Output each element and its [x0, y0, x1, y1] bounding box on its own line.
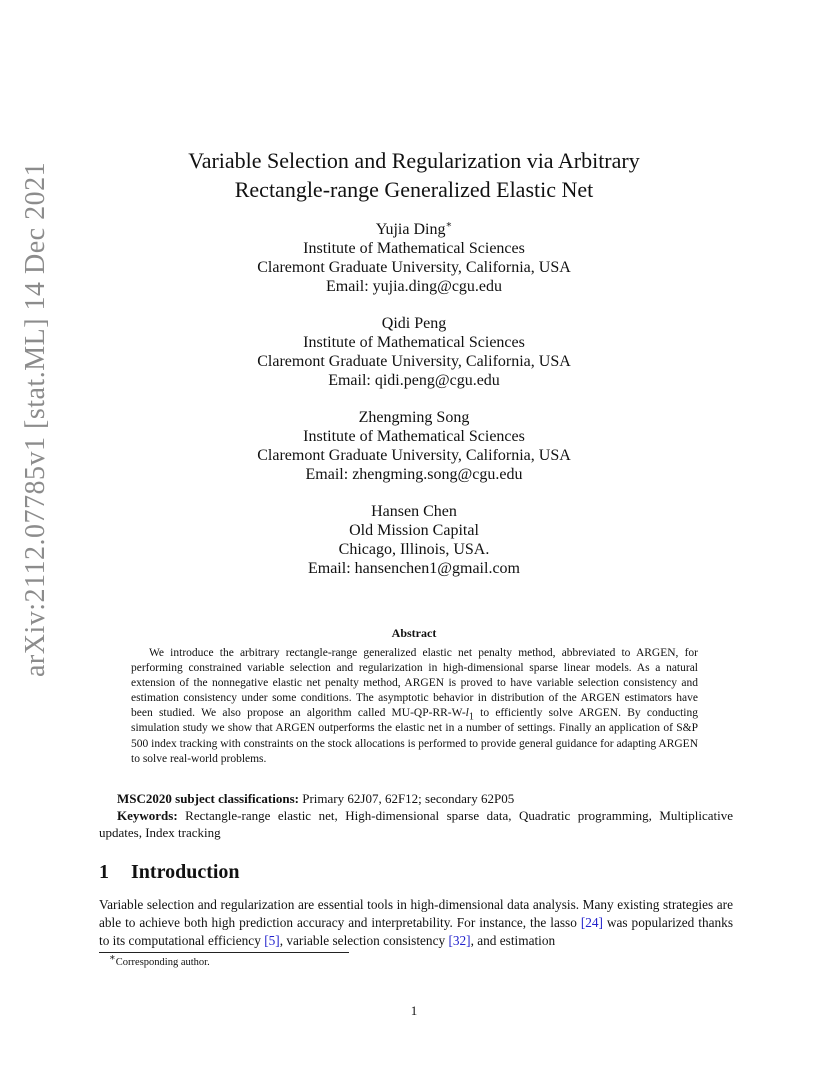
- keywords-line: [99, 807, 733, 841]
- author-affiliation: Claremont Graduate University, California, USA: [257, 353, 571, 370]
- author-block: [95, 408, 733, 484]
- title-line-1: Variable Selection and Regularization via Arbitrary: [188, 148, 640, 173]
- l1-subscript: 1: [468, 711, 474, 723]
- footnote-mark: ∗: [109, 952, 116, 964]
- author-affiliation: Claremont Graduate University, California, USA: [257, 447, 571, 464]
- title-line-2: Rectangle-range Generalized Elastic Net: [234, 177, 594, 202]
- footnote-rule: [99, 952, 349, 953]
- abstract-text: We introduce the arbitrary rectangle-range generalized elastic net penalty method, abbreviated to ARGEN, for performing constrained variable selection and regularization in high-dimensional sparse linear models. As a natural extension of the nonnegative elastic net penalty method, ARGEN is proved to have variable selection consistency and estimation consistency under some conditions. The asymptotic behavior in distribution of the ARGEN estimators have been studied. We also propose an algorithm called MU-QP-RR-W-: [131, 647, 698, 720]
- keywords-text: Rectangle-range elastic net, High-dimensional sparse data, Quadratic programming, Multiplicative updates, Index tracking: [99, 808, 733, 840]
- paper-title: [95, 146, 733, 204]
- page-number: 1: [410, 1003, 418, 1018]
- author-block: [95, 314, 733, 390]
- body-text: was popularized thanks to its computational efficiency: [99, 914, 733, 948]
- citation-link[interactable]: [32]: [448, 932, 471, 948]
- author-name: Yujia Ding: [375, 221, 446, 238]
- footnote-text: Corresponding author.: [115, 957, 210, 968]
- abstract-body: [131, 646, 698, 767]
- abstract-heading: Abstract: [391, 626, 437, 640]
- author-email: Email: qidi.peng@cgu.edu: [328, 372, 500, 389]
- author-block: [95, 220, 733, 296]
- author-list: [95, 220, 733, 596]
- author-block: [95, 502, 733, 578]
- l1-symbol: l: [465, 707, 469, 720]
- body-text: , and estimation: [470, 932, 556, 948]
- section-heading: [99, 861, 240, 884]
- author-name: Hansen Chen: [371, 503, 457, 520]
- citation-link[interactable]: [24]: [580, 914, 603, 930]
- author-affiliation: Claremont Graduate University, California, USA: [257, 259, 571, 276]
- msc-label: MSC2020 subject classifications:: [117, 791, 299, 806]
- msc-text: Primary 62J07, 62F12; secondary 62P05: [299, 791, 515, 806]
- keywords-label: Keywords:: [117, 808, 178, 823]
- author-affiliation: Institute of Mathematical Sciences: [303, 334, 525, 351]
- abstract-text: to efficiently solve ARGEN. By conducting simulation study we show that ARGEN outperforms the elastic net in a number of settings. Finally an application of S&P 500 index tracking with constraints on the stock allocations is performed to provide general guidance for adapting ARGEN to solve real-world problems.: [131, 707, 698, 765]
- author-affiliation: Institute of Mathematical Sciences: [303, 240, 525, 257]
- arxiv-identifier-stamp: arXiv:2112.07785v1 [stat.ML] 14 Dec 2021: [20, 161, 51, 677]
- author-affiliation: Old Mission Capital: [349, 522, 479, 539]
- body-text: , variable selection consistency: [279, 932, 449, 948]
- author-name: Qidi Peng: [381, 315, 447, 332]
- author-name: Zhengming Song: [358, 409, 470, 426]
- author-affiliation: Institute of Mathematical Sciences: [303, 428, 525, 445]
- body-text: Variable selection and regularization are essential tools in high-dimensional data analysis. Many existing strategies are able to achieve both high prediction accuracy and interpretability. For instance, the lasso: [99, 897, 733, 930]
- author-email: Email: yujia.ding@cgu.edu: [325, 278, 503, 295]
- corresponding-author-mark: ∗: [445, 219, 453, 231]
- author-email: Email: zhengming.song@cgu.edu: [305, 466, 523, 483]
- introduction-paragraph: [99, 896, 733, 949]
- section-number: 1: [99, 861, 109, 883]
- msc-line: [99, 790, 733, 807]
- classification-block: [99, 790, 733, 841]
- section-title: Introduction: [131, 861, 240, 883]
- citation-link[interactable]: [5]: [264, 932, 280, 948]
- author-email: Email: hansenchen1@gmail.com: [307, 560, 520, 577]
- author-affiliation: Chicago, Illinois, USA.: [338, 541, 490, 558]
- footnote: [109, 952, 210, 968]
